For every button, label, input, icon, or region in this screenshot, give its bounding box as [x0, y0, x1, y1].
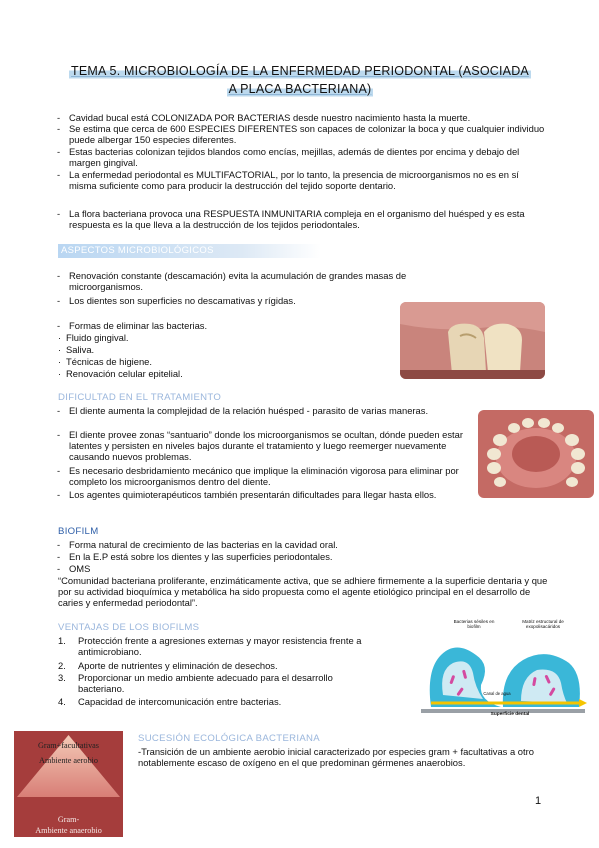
formas-item-3: · Técnicas de higiene.: [58, 356, 152, 367]
sucesion-text: -Transición de un ambiente aerobio inicial caracterizado por especies gram + facultativas a otro notablemente escaso de oxígeno en el que predominan gérmenes anaerobios.: [138, 746, 534, 769]
section-heading-sucesion: SUCESIÓN ECOLÓGICA BACTERIANA: [138, 733, 320, 744]
formas-item-4: · Renovación celular epitelial.: [58, 368, 183, 379]
ventajas-item-3: 3. Proporcionar un medio ambiente adecuado para el desarrollo bacteriano.: [58, 672, 333, 695]
biofilm-quote: “Comunidad bacteriana proliferante, enzimáticamente activa, que se adhiere firmemente a la superficie dentaria y que por su actividad bioquímica y metabólica ha sido propuesta como el agente etiológico principal en el desarrollo de caries y enfermedad periodontal”.: [58, 575, 548, 609]
aspectos-bullet-1: - Renovación constante (descamación) evita la acumulación de grandes masas de microorganismos.: [57, 270, 407, 293]
figure-label-matriz: Matriz estructural de exopolisacáridos: [522, 619, 564, 630]
biofilm-bullet-2: - En la E.P está sobre los dientes y las superficies periodontales.: [57, 551, 333, 562]
dificultad-bullet-3: - Es necesario desbridamiento mecánico que implique la eliminación vigorosa para eliminar por completo los microorganismos dentro del diente.: [57, 465, 459, 488]
formas-title: - Formas de eliminar las bacterias.: [57, 320, 208, 331]
section-heading-ventajas: VENTAJAS DE LOS BIOFILMS: [58, 622, 200, 633]
section-heading-biofilm: BIOFILM: [58, 526, 99, 537]
dificultad-bullet-1: - El diente aumenta la complejidad de la relación huésped - parasito de varias maneras.: [57, 405, 429, 416]
aspectos-bullet-2: - Los dientes son superficies no descamativas y rígidas.: [57, 295, 296, 306]
succession-pyramid: [14, 731, 123, 837]
dificultad-bullet-2: - El diente provee zonas “santuario” donde los microorganismos se ocultan, dónde pueden estar latentes y persisten en niveles bajos durante el tratamiento y luego reemerger nuevamente causando nuevos problemas.: [57, 429, 463, 463]
intro-bullet-2: - Se estima que cerca de 600 ESPECIES DIFERENTES son capaces de colonizar la boca y que cualquier individuo puede albergar 150 especies diferentes.: [57, 123, 545, 146]
figure-label-bacterias: Bacterias sésiles en biofilm: [453, 619, 495, 630]
section-heading-dificultad: DIFICULTAD EN EL TRATAMIENTO: [58, 392, 222, 403]
ventajas-item-1: 1. Protección frente a agresiones externas y mayor resistencia frente a antimicrobiano.: [58, 635, 362, 658]
formas-item-2: · Saliva.: [58, 344, 95, 355]
biofilm-illustration: [411, 615, 591, 720]
figure-label-canal: Canal de agua: [483, 691, 511, 696]
page-number: 1: [535, 795, 542, 807]
intro-bullet-3: - Estas bacterias colonizan tejidos blandos como encías, mejillas, además de dientes por encima y debajo del margen gingival.: [57, 146, 520, 169]
pyramid-label-gram-neg: Gram-: [57, 815, 80, 824]
intro-bullet-5: - La flora bacteriana provoca una RESPUESTA INMUNITARIA compleja en el organismo del huésped y es esta respuesta es la que lleva a la destrucción de los tejidos periodontales.: [57, 208, 525, 231]
title-line-2: A PLACA BACTERIANA): [228, 82, 372, 96]
ventajas-item-2: 2. Aporte de nutrientes y eliminación de desechos.: [58, 660, 278, 671]
section-heading-aspectos: ASPECTOS MICROBIOLÓGICOS: [58, 244, 321, 258]
palate-photo: [478, 410, 594, 498]
pyramid-label-aerobio: Ambiente aerobio: [39, 756, 98, 765]
page-title: [30, 62, 570, 98]
formas-item-1: · Fluido gingival.: [58, 332, 129, 343]
pyramid-label-gram-pos: Gram+facultativas: [38, 741, 99, 750]
dificultad-bullet-4: - Los agentes quimioterapéuticos también presentarán dificultades para llegar hasta ellos.: [57, 489, 437, 500]
title-line-1: TEMA 5. MICROBIOLOGÍA DE LA ENFERMEDAD PERIODONTAL (ASOCIADA: [71, 64, 529, 78]
figure-label-superficie: Superficie dental: [490, 712, 530, 717]
biofilm-bullet-3: - OMS: [57, 563, 91, 574]
tooth-photo: [400, 302, 545, 379]
intro-bullet-1: - Cavidad bucal está COLONIZADA POR BACTERIAS desde nuestro nacimiento hasta la muerte.: [57, 112, 471, 123]
pyramid-label-anaerobio: Ambiente anaerobio: [35, 826, 102, 835]
biofilm-bullet-1: - Forma natural de crecimiento de las bacterias en la cavidad oral.: [57, 539, 338, 550]
ventajas-item-4: 4. Capacidad de intercomunicación entre bacterias.: [58, 696, 282, 707]
intro-bullet-4: - La enfermedad periodontal es MULTIFACTORIAL, por lo tanto, la presencia de microorganismos no es en sí misma suficiente como para producir la destrucción del tejido soporte dentario.: [57, 169, 519, 192]
